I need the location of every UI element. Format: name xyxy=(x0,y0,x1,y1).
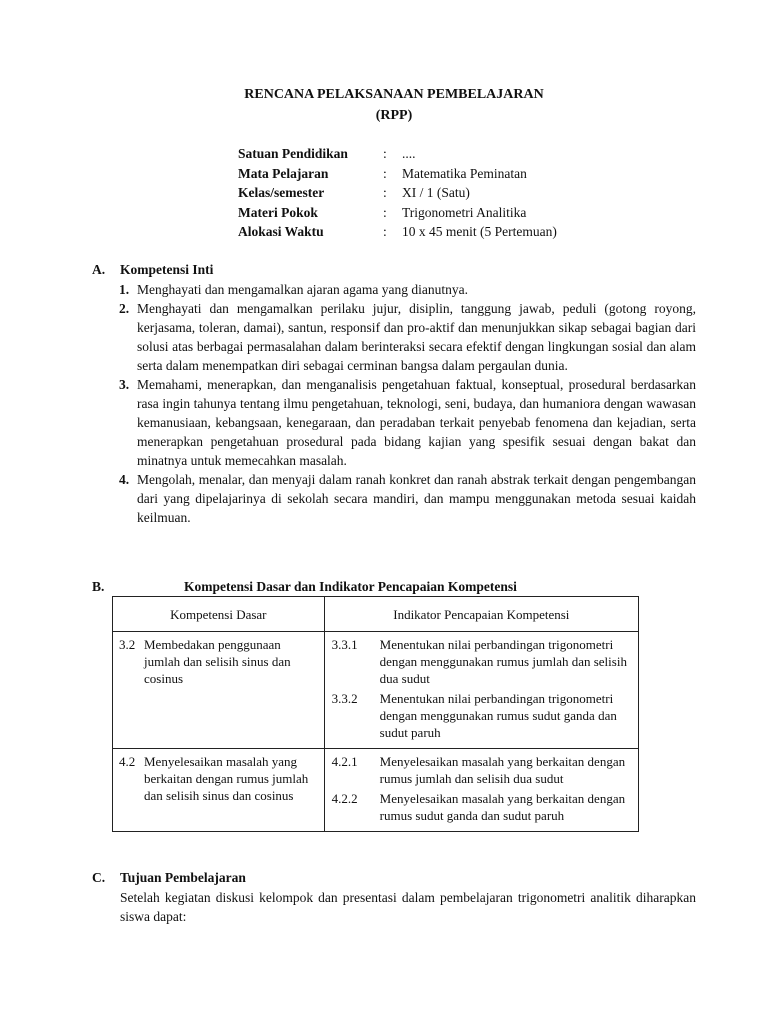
document-title: RENCANA PELAKSANAAN PEMBELAJARAN xyxy=(244,87,544,102)
indicator-code: 3.3.2 xyxy=(331,691,358,706)
section-c-title: Tujuan Pembelajaran xyxy=(120,870,246,885)
list-item-text: Mengolah, menalar, dan menyaji dalam ranah konkret dan ranah abstrak terkait dengan pengembangan dari yang dipelajarinya di sekolah secara mandiri, dan mampu menggunakan metoda sesuai kaidah keilmuan. xyxy=(137,472,696,525)
kd-code: 4.2 xyxy=(119,754,136,769)
indicator-text: Menentukan nilai perbandingan trigonometri dengan menggunakan rumus jumlah dan selisih dua sudut xyxy=(379,637,627,686)
indicator-code: 4.2.1 xyxy=(331,754,358,769)
indicator xyxy=(332,790,632,824)
table-cell xyxy=(113,632,325,749)
table-cell xyxy=(324,749,638,832)
meta-value: Trigonometri Analitika xyxy=(402,204,527,220)
competency-table xyxy=(112,596,639,832)
table-cell xyxy=(113,749,325,832)
list-item-text: Menghayati dan mengamalkan perilaku jujur, disiplin, tanggung jawab, peduli (gotong royong, kerjasama, toleran, damai), santun, responsif dan pro-aktif dan menunjukkan sikap sebagai bagian dari solusi atas berbagai permasalahan dalam berinteraksi secara efektif dengan lingkungan sosial dan alam serta dalam menempatkan diri sebagai cerminan bangsa dalam pergaulan dunia. xyxy=(137,301,696,373)
section-a-title: Kompetensi Inti xyxy=(120,262,214,277)
indicator-code: 3.3.1 xyxy=(331,637,358,652)
section-b-title: Kompetensi Dasar dan Indikator Pencapaian Kompetensi xyxy=(184,579,517,594)
meta-value: Matematika Peminatan xyxy=(402,165,527,181)
table-header: Indikator Pencapaian Kompetensi xyxy=(324,597,638,632)
meta-label: Materi Pokok xyxy=(238,204,318,220)
list-item xyxy=(119,375,696,470)
indicator xyxy=(332,753,632,787)
table-header: Kompetensi Dasar xyxy=(113,597,325,632)
meta-colon: : xyxy=(383,185,387,200)
list-item xyxy=(119,280,696,299)
list-item-text: Menghayati dan mengamalkan ajaran agama yang dianutnya. xyxy=(137,282,468,297)
list-item xyxy=(119,470,696,527)
kd-text: Menyelesaikan masalah yang berkaitan dengan rumus jumlah dan selisih sinus dan cosinus xyxy=(144,754,309,803)
list-item-number: 3. xyxy=(119,377,130,392)
list-item-number: 4. xyxy=(119,472,130,487)
section-c-letter: C. xyxy=(92,870,106,885)
section-c-text: Setelah kegiatan diskusi kelompok dan presentasi dalam pembelajaran trigonometri analitik diharapkan siswa dapat: xyxy=(120,890,696,924)
indicator-text: Menyelesaikan masalah yang berkaitan dengan rumus jumlah dan selisih dua sudut xyxy=(379,754,626,786)
table-row xyxy=(113,632,639,749)
section-b-letter: B. xyxy=(92,579,105,594)
list-item xyxy=(119,299,696,375)
kompetensi-inti-list xyxy=(119,280,696,527)
list-item-text: Memahami, menerapkan, dan menganalisis pengetahuan faktual, konseptual, prosedural berdasarkan rasa ingin tahunya tentang ilmu pengetahuan, teknologi, seni, budaya, dan humaniora dengan wawasan kemanusiaan, kebangsaan, kenegaraan, dan peradaban terkait penyebab fenomena dan kejadian, serta menerapkan pengetahuan prosedural pada bidang kajian yang spesifik sesuai dengan bakat dan minatnya untuk memecahkan masalah. xyxy=(137,377,696,468)
meta-colon: : xyxy=(383,165,387,181)
kd-code: 3.2 xyxy=(119,637,136,652)
meta-label: Kelas/semester xyxy=(238,185,325,200)
table-cell xyxy=(324,632,638,749)
list-item-number: 2. xyxy=(119,301,130,316)
table-header-row xyxy=(113,597,639,632)
table-row xyxy=(113,749,639,832)
indicator-code: 4.2.2 xyxy=(331,791,358,806)
meta-colon: : xyxy=(383,204,387,220)
meta-value: 10 x 45 menit (5 Pertemuan) xyxy=(402,224,557,239)
indicator xyxy=(332,636,632,687)
indicator-text: Menentukan nilai perbandingan trigonometri dengan menggunakan rumus sudut ganda dan sudut paruh xyxy=(379,691,617,740)
meta-label: Alokasi Waktu xyxy=(238,224,324,239)
document-subtitle: (RPP) xyxy=(375,108,413,123)
meta-value: .... xyxy=(402,146,416,161)
meta-label: Mata Pelajaran xyxy=(238,165,329,181)
meta-colon: : xyxy=(383,224,387,239)
meta-value: XI / 1 (Satu) xyxy=(402,185,470,200)
meta-label: Satuan Pendidikan xyxy=(238,146,348,161)
section-a-letter: A. xyxy=(92,262,106,277)
indicator xyxy=(332,690,632,741)
list-item-number: 1. xyxy=(119,282,130,297)
indicator-text: Menyelesaikan masalah yang berkaitan dengan rumus sudut ganda dan sudut paruh xyxy=(379,791,626,823)
meta-colon: : xyxy=(383,146,387,161)
kd-text: Membedakan penggunaan jumlah dan selisih sinus dan cosinus xyxy=(144,637,291,686)
